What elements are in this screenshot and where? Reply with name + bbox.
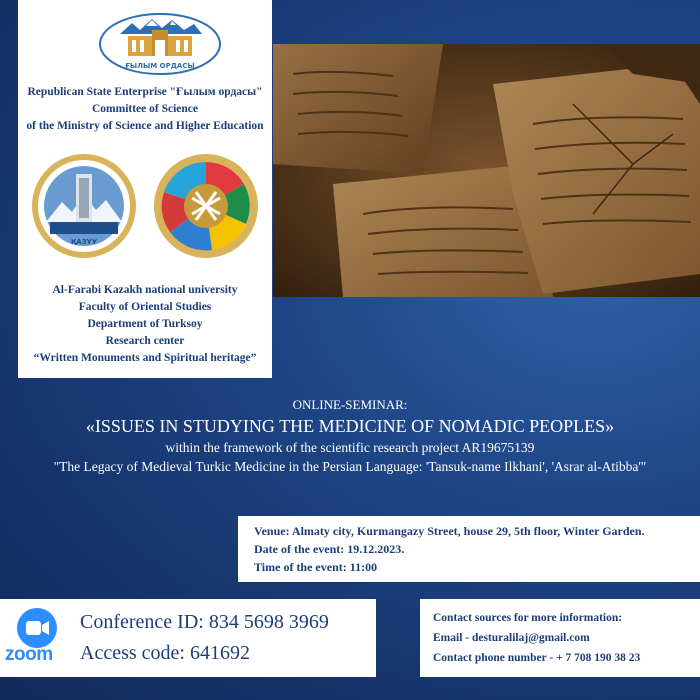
kaznu-seal — [30, 152, 138, 260]
organization-panel — [18, 0, 272, 378]
contact-box — [420, 599, 700, 677]
university-line: “Written Monuments and Spiritual heritage” — [33, 352, 257, 364]
conference-box — [0, 599, 376, 677]
seminar-kind: ONLINE-SEMINAR: — [292, 397, 408, 412]
event-date: Date of the event: 19.12.2023. — [254, 542, 405, 556]
university-text — [18, 282, 272, 367]
seal-text: ҚАЗҰУ — [70, 238, 98, 246]
org-line: of the Ministry of Science and Higher Education — [26, 120, 264, 132]
contact-email: Email - desturalilaj@gmail.com — [433, 632, 590, 644]
logo-caption: ҒЫЛЫМ ОРДАСЫ — [125, 62, 195, 70]
zoom-camera-icon — [17, 608, 57, 648]
project-title: "The Legacy of Medieval Turkic Medicine in the Persian Language: 'Tansuk-name Ilkhani', 'Asrar al-Atibba'" — [53, 459, 647, 474]
access-code: Access code: 641692 — [80, 642, 250, 664]
org-line: Republican State Enterprise "Ғылым ордасы" — [27, 86, 263, 98]
conference-id: Conference ID: 834 5698 3969 — [80, 611, 329, 633]
seminar-framework: within the framework of the scientific research project AR19675139 — [165, 440, 535, 455]
zoom-logo-text: zoom — [5, 644, 53, 665]
seminar-name: «ISSUES IN STUDYING THE MEDICINE OF NOMADIC PEOPLES» — [85, 416, 615, 436]
committee-text — [18, 84, 272, 135]
venue-text: Venue: Almaty city, Kurmangazy Street, house 29, 5th floor, Winter Garden. — [254, 524, 645, 538]
contact-phone: Contact phone number - + 7 708 190 38 23 — [433, 652, 641, 664]
turksoy-seal — [152, 152, 260, 260]
manuscript-photo — [273, 44, 700, 297]
university-line: Research center — [105, 335, 185, 347]
university-line: Faculty of Oriental Studies — [78, 301, 212, 313]
university-line: Department of Turksoy — [87, 318, 203, 330]
venue-box — [238, 516, 700, 582]
contact-heading: Contact sources for more information: — [433, 612, 623, 624]
seminar-title-block — [0, 396, 700, 476]
gylym-ordasy-logo — [98, 12, 222, 76]
org-line: Committee of Science — [91, 103, 198, 115]
university-line: Al-Farabi Kazakh national university — [52, 284, 238, 296]
event-time: Time of the event: 11:00 — [254, 560, 378, 574]
